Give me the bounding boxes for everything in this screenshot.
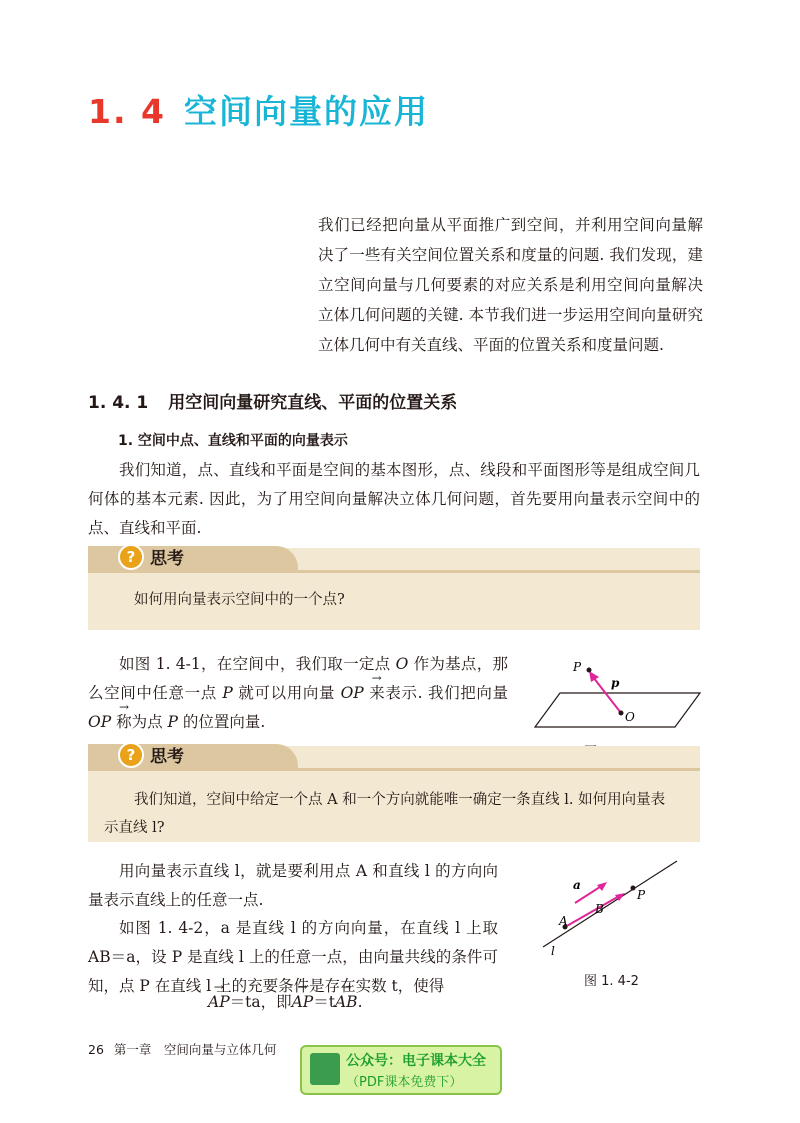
chapter-label: 第一章 空间向量与立体几何 bbox=[113, 1042, 277, 1057]
paragraph-basic-elements: 我们知道，点、直线和平面是空间的基本图形，点、线段和平面图形等是组成空间几何体的基本元素. 因此，为了用空间向量解决立体几何问题，首先要用向量表示空间中的点、直线和平面. bbox=[88, 461, 700, 537]
section-heading: 空间向量的应用 bbox=[183, 92, 429, 131]
label-p-vector: p bbox=[611, 676, 620, 690]
page-footer bbox=[88, 1040, 276, 1058]
think-question: 我们知道，空间中给定一个点 A 和一个方向就能唯一确定一条直线 l. 如何用向量表示直线 l? bbox=[104, 792, 666, 836]
point-o bbox=[619, 711, 624, 716]
section-number: 1. 4 bbox=[88, 92, 166, 131]
point-p bbox=[587, 668, 592, 673]
point-p bbox=[631, 886, 636, 891]
vector-op: → OP bbox=[88, 713, 111, 731]
subsection-number: 1. 4. 1 bbox=[88, 393, 149, 413]
subsection-heading bbox=[88, 388, 457, 413]
badge-line-2: （PDF课本免费下） bbox=[346, 1075, 463, 1090]
label-b: B bbox=[595, 902, 604, 916]
think-question: 如何用向量表示空间中的一个点? bbox=[134, 592, 345, 608]
think-box-2 bbox=[88, 746, 700, 842]
label-l: l bbox=[551, 944, 555, 958]
section-title bbox=[88, 86, 429, 133]
vector-ab: → AB bbox=[335, 993, 358, 1011]
figure-2-diagram bbox=[535, 855, 695, 965]
vector-op: → OP bbox=[341, 684, 364, 702]
arrow-head bbox=[597, 882, 607, 891]
watermark-badge bbox=[300, 1045, 502, 1095]
arrow-head bbox=[589, 671, 599, 682]
paragraph-line-representation: 用向量表示直线 l，就是要利用点 A 和直线 l 的方向向量表示直线上的任意一点. bbox=[88, 862, 498, 909]
paragraph-direction-vector: 如图 1. 4-2，a 是直线 l 的方向向量，在直线 l 上取 AB＝a，设 P 是直线 l 上的任意一点，由向量共线的条件可知，点 P 在直线 l 上的充要条件是存在实数 t，使得 bbox=[88, 919, 498, 995]
label-p-upper: P bbox=[573, 660, 582, 674]
point-heading: 1. 空间中点、直线和平面的向量表示 bbox=[118, 433, 348, 449]
think-label: 思考 bbox=[150, 747, 184, 767]
vector-ap: → AP bbox=[292, 993, 314, 1011]
line-l bbox=[543, 861, 677, 947]
badge-line-1: 公众号：电子课本大全 bbox=[346, 1053, 486, 1069]
vector-ap: → AP bbox=[208, 993, 230, 1011]
think-band bbox=[88, 570, 700, 573]
label-p: P bbox=[637, 888, 646, 902]
subsection-title: 用空间向量研究直线、平面的位置关系 bbox=[168, 393, 458, 413]
think-band bbox=[88, 768, 700, 771]
label-a-point: A bbox=[559, 914, 568, 928]
label-a-vector: a bbox=[573, 878, 581, 892]
paragraph-position-vector: 如图 1. 4-1，在空间中，我们取一定点 O 作为基点，那么空间中任意一点 P 就可以用向量 → OP 来表示. 我们把向量 → OP 称为点 P 的位置向量. bbox=[88, 650, 508, 737]
book-icon bbox=[310, 1053, 340, 1085]
think-label: 思考 bbox=[150, 549, 184, 569]
page-number: 26 bbox=[88, 1042, 104, 1057]
vector-ab-arrow bbox=[565, 895, 621, 927]
figure-2-caption: 图 1. 4-2 bbox=[584, 974, 639, 989]
label-o: O bbox=[625, 710, 635, 724]
question-icon: ? bbox=[118, 742, 144, 768]
figure-1-diagram bbox=[525, 655, 705, 735]
question-icon: ? bbox=[118, 544, 144, 570]
intro-paragraph: 我们已经把向量从平面推广到空间，并利用空间向量解决了一些有关空间位置关系和度量的问题. 我们发现，建立空间向量与几何要素的对应关系是利用空间向量解决立体几何问题的关键. 本节我们进一步运用空间向量研究立体几何中有关直线、平面的位置关系和度量问题. bbox=[318, 216, 703, 354]
think-box-1 bbox=[88, 548, 700, 630]
formula-line: → AP＝ta，即→ AP＝t→ AB. bbox=[208, 990, 363, 1012]
